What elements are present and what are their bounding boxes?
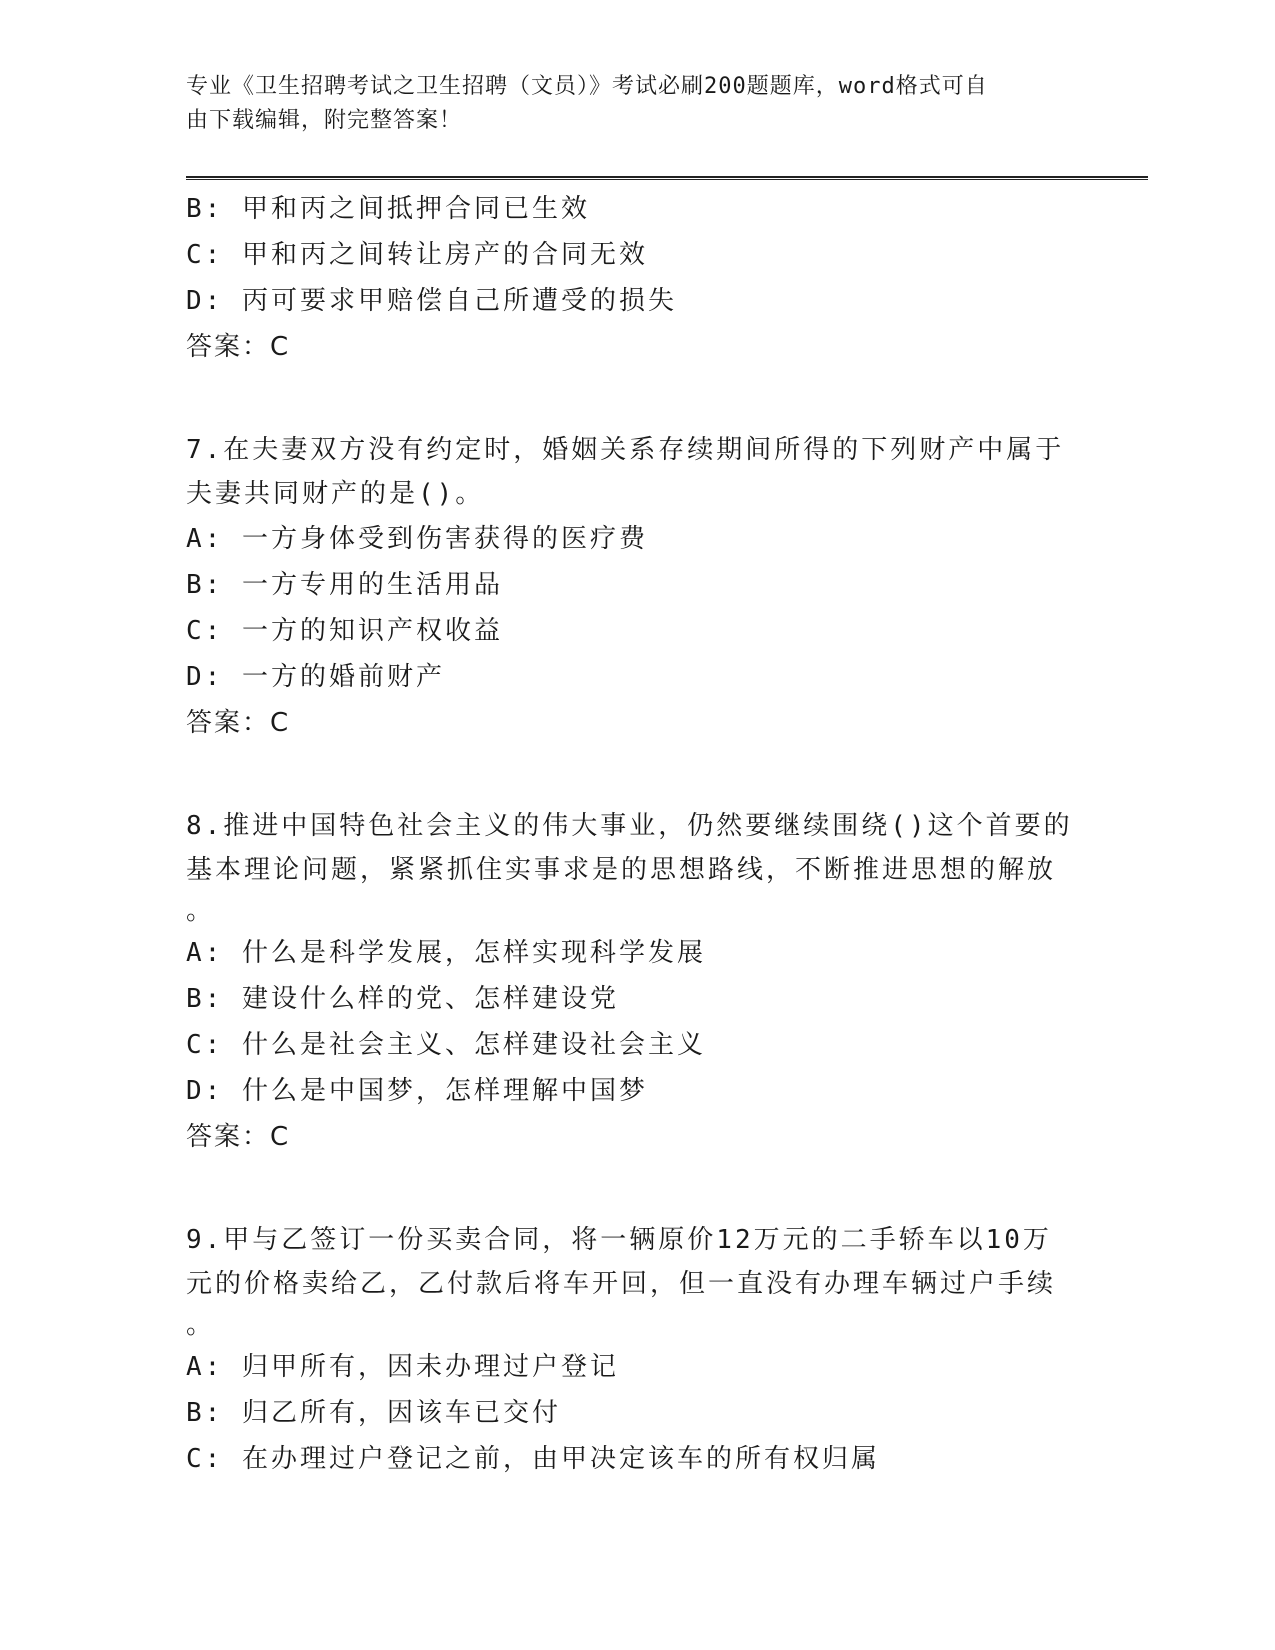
question-stem-line: 8.推进中国特色社会主义的伟大事业，仍然要继续围绕()这个首要的: [186, 811, 1073, 841]
question-stem-line: 7.在夫妻双方没有约定时，婚姻关系存续期间所得的下列财产中属于: [186, 435, 1065, 465]
option-c: C: 在办理过户登记之前，由甲决定该车的所有权归属: [186, 1444, 880, 1474]
option-b: B: 建设什么样的党、怎样建设党: [186, 984, 619, 1014]
document-header: [186, 70, 1066, 138]
option-d: D: 丙可要求甲赔偿自己所遭受的损失: [186, 286, 677, 316]
header-line-1: 专业《卫生招聘考试之卫生招聘（文员）》考试必刷200题题库，word格式可自: [186, 74, 988, 99]
question-9: [186, 1218, 1066, 1482]
question-7: [186, 428, 1066, 746]
option-a: A: 什么是科学发展，怎样实现科学发展: [186, 938, 706, 968]
question-stem-line: 。: [186, 1310, 216, 1340]
question-stem-line: 9.甲与乙签订一份买卖合同，将一辆原价12万元的二手轿车以10万: [186, 1225, 1052, 1255]
option-a: A: 一方身体受到伤害获得的医疗费: [186, 524, 648, 554]
question-8: [186, 804, 1073, 1160]
option-c: C: 什么是社会主义、怎样建设社会主义: [186, 1030, 706, 1060]
option-d: D: 什么是中国梦，怎样理解中国梦: [186, 1076, 648, 1106]
question-stem-line: 元的价格卖给乙，乙付款后将车开回，但一直没有办理车辆过户手续: [186, 1269, 1057, 1299]
answer: 答案：C: [186, 332, 291, 362]
question-list: [186, 186, 1073, 1482]
option-c: C: 一方的知识产权收益: [186, 616, 503, 646]
question-stem-line: 。: [186, 896, 216, 926]
option-c: C: 甲和丙之间转让房产的合同无效: [186, 240, 648, 270]
question-stem-line: 夫妻共同财产的是()。: [186, 479, 485, 509]
option-b: B: 一方专用的生活用品: [186, 570, 503, 600]
option-d: D: 一方的婚前财产: [186, 662, 445, 692]
question-6: [186, 186, 1066, 370]
header-line-2: 由下载编辑，附完整答案！: [186, 108, 463, 133]
answer: 答案：C: [186, 708, 291, 738]
option-b: B: 归乙所有，因该车已交付: [186, 1398, 561, 1428]
question-stem-line: 基本理论问题，紧紧抓住实事求是的思想路线，不断推进思想的解放: [186, 855, 1057, 885]
header-divider: [186, 176, 1148, 180]
option-b: B: 甲和丙之间抵押合同已生效: [186, 194, 590, 224]
option-a: A: 归甲所有，因未办理过户登记: [186, 1352, 619, 1382]
answer: 答案：C: [186, 1122, 291, 1152]
